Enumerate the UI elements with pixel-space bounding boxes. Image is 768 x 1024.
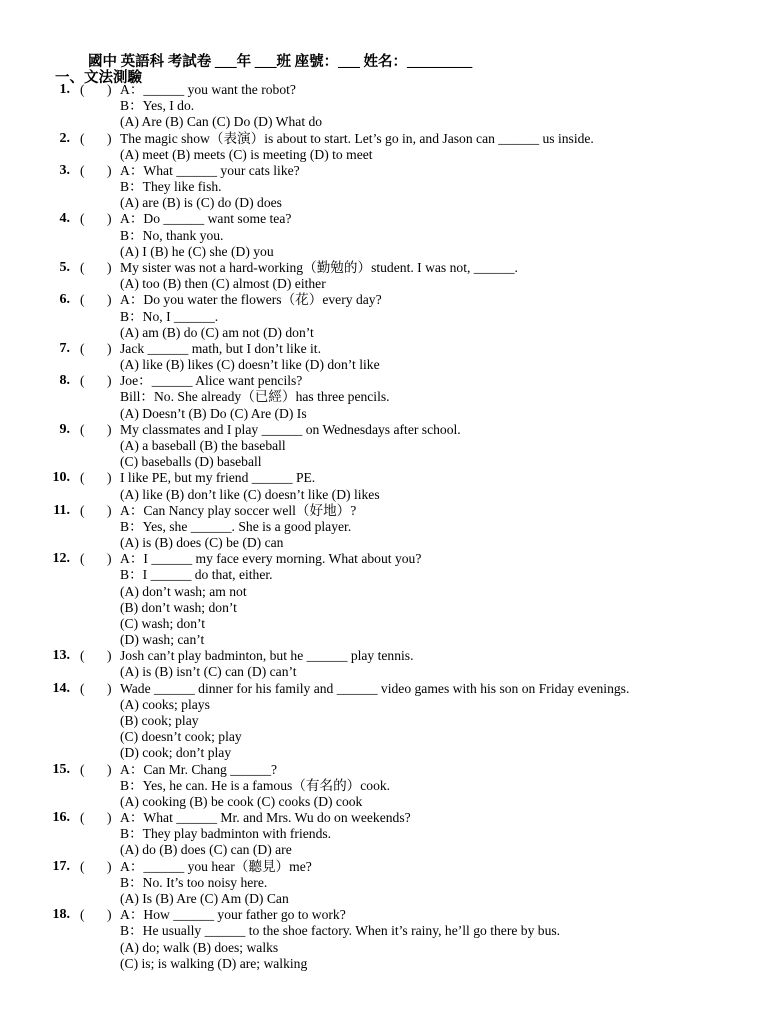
answer-paren-open: ( [80, 810, 85, 826]
answer-paren-open: ( [80, 82, 85, 97]
question-line: (C) doesn’t cook; play [120, 729, 242, 745]
answer-paren-open: ( [80, 292, 85, 308]
question-stem: A：______ you want the robot? [120, 82, 296, 97]
question-number: 1. [59, 82, 70, 97]
question-number: 13. [52, 648, 70, 664]
question-line: B：He usually ______ to the shoe factory. When it’s rainy, he’ll go there by bus. [120, 923, 561, 939]
question-number: 17. [52, 858, 70, 874]
question-number: 9. [59, 421, 70, 437]
question-line: (A) a baseball (B) the baseball [120, 437, 286, 453]
answer-paren-open: ( [80, 907, 85, 923]
question-number: 8. [59, 373, 70, 389]
question-line: (A) do; walk (B) does; walks [120, 939, 279, 955]
question-line: (A) meet (B) meets (C) is meeting (D) to meet [120, 146, 373, 162]
question-number: 18. [52, 907, 70, 923]
question-number: 16. [52, 810, 70, 826]
question-stem: A：Can Nancy play soccer well（好地）? [120, 502, 357, 518]
question-number: 7. [59, 340, 70, 356]
question-number: 5. [59, 259, 70, 275]
section-title: 一、文法測驗 [55, 70, 142, 86]
question-line: (C) baseballs (D) baseball [120, 454, 262, 470]
answer-paren-close: ) [107, 130, 112, 146]
question-stem: Wade ______ dinner for his family and ______ video games with his son on Friday evenings. [120, 680, 630, 696]
answer-paren-close: ) [107, 551, 112, 567]
question-line: (A) cooks; plays [120, 696, 210, 712]
question-stem: I like PE, but my friend ______ PE. [120, 470, 316, 486]
question-line: B：Yes, she ______. She is a good player. [120, 518, 352, 534]
exam-header: 國中 英語科 考試卷 ___年 ___班 座號：___ 姓名：_________ [88, 54, 473, 70]
question-number: 12. [52, 551, 70, 567]
answer-paren-close: ) [107, 648, 112, 664]
answer-paren-close: ) [107, 211, 112, 227]
question-stem: A：What ______ Mr. and Mrs. Wu do on weekends? [120, 810, 411, 826]
answer-paren-open: ( [80, 259, 85, 275]
answer-paren-open: ( [80, 551, 85, 567]
question-line: B：No. It’s too noisy here. [120, 874, 268, 890]
question-number: 6. [59, 292, 70, 308]
question-number: 14. [52, 680, 70, 696]
question-stem: Josh can’t play badminton, but he ______ play tennis. [120, 648, 414, 664]
question-line: B：They play badminton with friends. [120, 826, 332, 842]
answer-paren-open: ( [80, 130, 85, 146]
question-stem: A：Do you water the flowers（花）every day? [120, 292, 382, 308]
answer-paren-open: ( [80, 162, 85, 178]
question-line: (A) is (B) isn’t (C) can (D) can’t [120, 664, 297, 680]
answer-paren-close: ) [107, 292, 112, 308]
answer-paren-close: ) [107, 858, 112, 874]
question-line: (C) wash; don’t [120, 615, 206, 631]
answer-paren-open: ( [80, 373, 85, 389]
question-number: 2. [59, 130, 70, 146]
answer-paren-open: ( [80, 680, 85, 696]
answer-paren-close: ) [107, 680, 112, 696]
question-line: (A) Doesn’t (B) Do (C) Are (D) Is [120, 405, 307, 421]
question-line: (A) are (B) is (C) do (D) does [120, 195, 282, 211]
question-line: (A) do (B) does (C) can (D) are [120, 842, 292, 858]
question-line: (A) Are (B) Can (C) Do (D) What do [120, 114, 323, 130]
answer-paren-open: ( [80, 502, 85, 518]
question-stem: A：Do ______ want some tea? [120, 211, 292, 227]
answer-paren-open: ( [80, 761, 85, 777]
question-stem: A：I ______ my face every morning. What about you? [120, 551, 422, 567]
question-number: 11. [53, 502, 70, 518]
question-line: Bill：No. She already（已經）has three pencils. [120, 389, 390, 405]
answer-paren-close: ) [107, 340, 112, 356]
question-stem: The magic show（表演）is about to start. Let’s go in, and Jason can ______ us inside. [120, 130, 594, 146]
question-line: B：Yes, he can. He is a famous（有名的）cook. [120, 777, 391, 793]
answer-paren-open: ( [80, 211, 85, 227]
question-stem: A：Can Mr. Chang ______? [120, 761, 278, 777]
question-line: (A) don’t wash; am not [120, 583, 247, 599]
question-stem: My classmates and I play ______ on Wednesdays after school. [120, 421, 461, 437]
question-line: (A) am (B) do (C) am not (D) don’t [120, 324, 314, 340]
answer-paren-close: ) [107, 373, 112, 389]
question-stem: My sister was not a hard-working（勤勉的）student. I was not, ______. [120, 259, 518, 275]
question-line: (A) like (B) likes (C) doesn’t like (D) don’t like [120, 357, 380, 373]
question-stem: A：______ you hear（聽見）me? [120, 858, 312, 874]
question-stem: Jack ______ math, but I don’t like it. [120, 340, 321, 356]
answer-paren-close: ) [107, 502, 112, 518]
question-line: (B) cook; play [120, 713, 199, 729]
answer-paren-close: ) [107, 470, 112, 486]
question-line: B：They like fish. [120, 179, 222, 195]
answer-paren-close: ) [107, 810, 112, 826]
question-line: (C) is; is walking (D) are; walking [120, 955, 308, 971]
question-line: (D) wash; can’t [120, 632, 205, 648]
answer-paren-close: ) [107, 421, 112, 437]
answer-paren-open: ( [80, 421, 85, 437]
question-line: B：No, I ______. [120, 308, 219, 324]
answer-paren-open: ( [80, 470, 85, 486]
question-line: (A) I (B) he (C) she (D) you [120, 243, 274, 259]
question-number: 15. [52, 761, 70, 777]
answer-paren-open: ( [80, 648, 85, 664]
answer-paren-open: ( [80, 858, 85, 874]
answer-paren-close: ) [107, 761, 112, 777]
answer-paren-close: ) [107, 907, 112, 923]
question-line: B：No, thank you. [120, 227, 224, 243]
answer-paren-close: ) [107, 259, 112, 275]
question-stem: A：How ______ your father go to work? [120, 907, 346, 923]
question-line: (A) Is (B) Are (C) Am (D) Can [120, 891, 289, 906]
question-line: (A) too (B) then (C) almost (D) either [120, 276, 326, 292]
answer-paren-close: ) [107, 82, 112, 97]
question-number: 4. [59, 211, 70, 227]
question-line: B：I ______ do that, either. [120, 567, 273, 583]
question-line: (B) don’t wash; don’t [120, 599, 237, 615]
answer-paren-close: ) [107, 162, 112, 178]
question-line: (D) cook; don’t play [120, 745, 232, 761]
question-line: (A) like (B) don’t like (C) doesn’t like (D) likes [120, 486, 380, 502]
question-line: (A) is (B) does (C) be (D) can [120, 535, 284, 551]
question-stem: Joe：______ Alice want pencils? [120, 373, 303, 389]
question-number: 3. [59, 162, 70, 178]
question-number: 10. [52, 470, 70, 486]
answer-paren-open: ( [80, 340, 85, 356]
question-line: B：Yes, I do. [120, 98, 195, 114]
question-line: (A) cooking (B) be cook (C) cooks (D) cook [120, 793, 363, 809]
question-stem: A：What ______ your cats like? [120, 162, 300, 178]
